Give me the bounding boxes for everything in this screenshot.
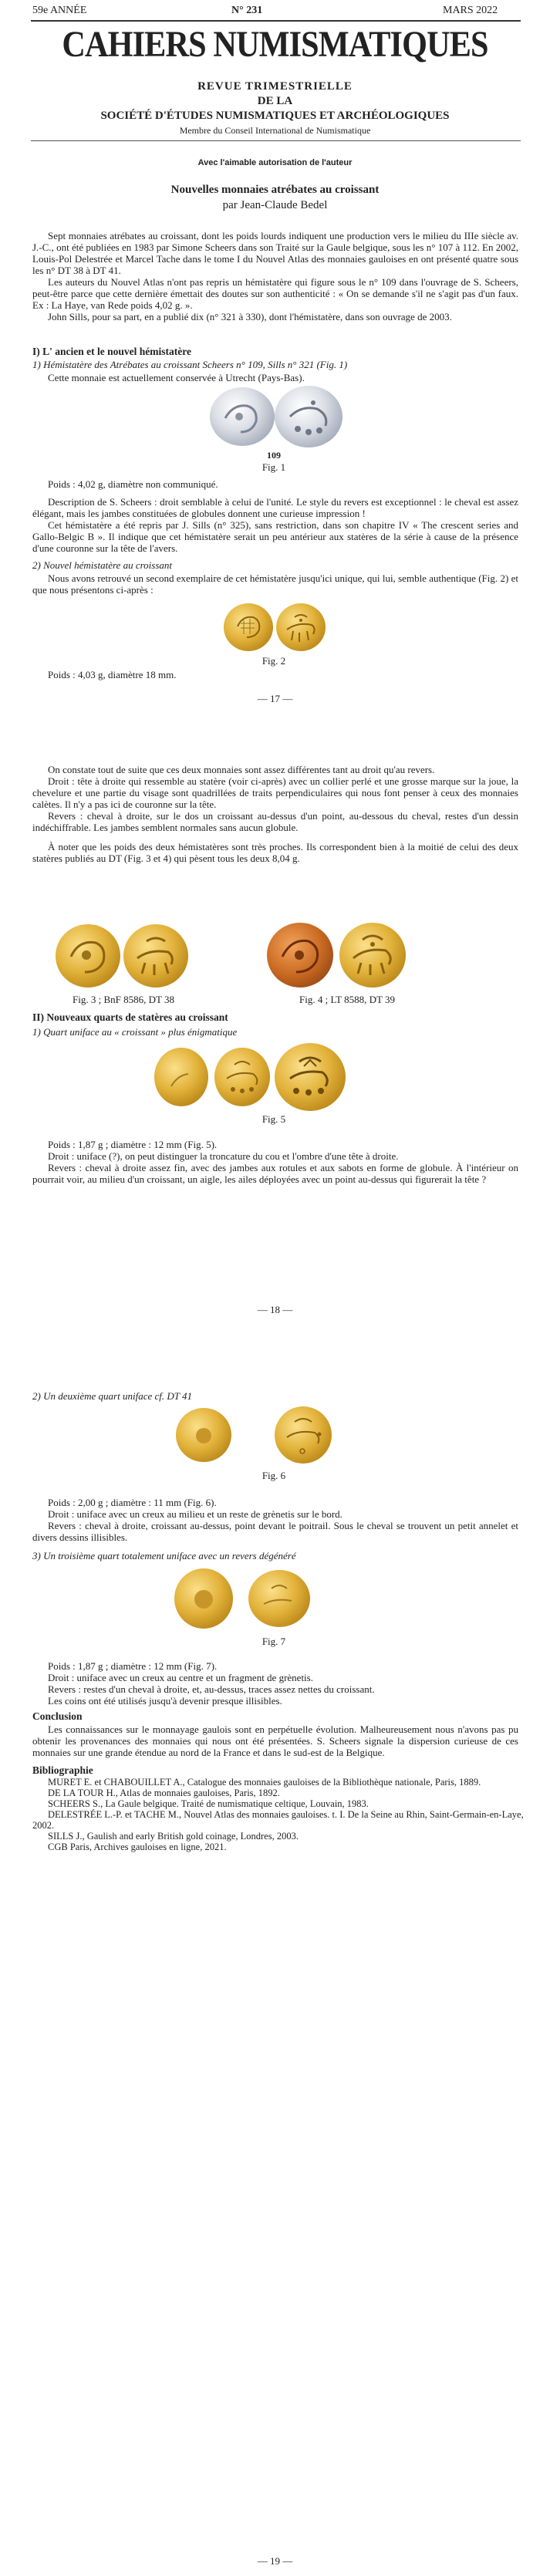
header-rule-bottom: [31, 140, 521, 141]
bibliography-heading: Bibliographie: [32, 1764, 93, 1776]
fig6-obverse: Droit : uniface avec un creux au milieu et un reste de grènetis sur le bord.: [48, 1508, 342, 1520]
fig1-text: [32, 478, 518, 554]
conclusion-heading: Conclusion: [32, 1710, 83, 1722]
comparison-paragraph: Revers : cheval à droite, sur le dos un croissant au-dessus d'un point, au-dessous du cheval, restes d'un dessin indéchiffrable. Les jambes semblent normales sans aucun globule.: [32, 810, 518, 833]
fig6-reverse: Revers : cheval à droite, croissant au-dessus, point devant le poitrail. Sous le cheval se trouvent un petit annelet et divers dessins illisibles.: [32, 1520, 518, 1543]
fig5-reverse-coin: [214, 1048, 270, 1106]
page-number-18: — 18 —: [257, 1304, 293, 1315]
fig5-caption: Fig. 5: [262, 1113, 286, 1125]
bibliography-entry: DELESTRÉE L.-P. et TACHE M., Nouvel Atlas des monnaies gauloises. t. I. De la Seine au Rhin, Saint-Germain-en-Laye, 2002.: [32, 1809, 524, 1831]
section-2-heading: II) Nouveaux quarts de statères au croissant: [32, 1011, 228, 1023]
fig7-obverse-coin: [174, 1568, 233, 1629]
intro-paragraph: John Sills, pour sa part, en a publié dix (n° 321 à 330), dont l'hémistatère, dans son ouvrage de 2003.: [48, 311, 452, 322]
section-2-sub-1: 1) Quart uniface au « croissant » plus énigmatique: [32, 1026, 238, 1038]
fig1-reverse-coin: [275, 386, 342, 447]
fig5-obverse: Droit : uniface (?), on peut distinguer la troncature du cou et l'ombre d'une tête à droite.: [48, 1150, 399, 1162]
fig1-description: Description de S. Scheers : droit semblable à celui de l'unité. Le style du revers est exceptionnel : le cheval est assez élégant, mais les jambes constituées de globules donnent une curieuse impression !: [32, 496, 518, 519]
bibliography-entry: MURET E. et CHABOUILLET A., Catalogue des monnaies gauloises de la Bibliothèque nationale, Paris, 1889.: [48, 1777, 481, 1788]
fig5-detail-coin: [275, 1043, 346, 1111]
article-author: par Jean-Claude Bedel: [222, 199, 328, 211]
header-rule: [31, 20, 521, 22]
fig1-caption: Fig. 1: [262, 461, 286, 473]
intro-paragraph: Les auteurs du Nouvel Atlas n'ont pas repris un hémistatère qui figure sous le n° 109 dans l'ouvrage de S. Scheers, peut-être parce que cette dernière émettait des doutes sur son authenticité : « On se demande s'il ne s'agit pas d'un faux. Ex : La Haye, van Rede poids 4,02 g. ».: [32, 276, 518, 311]
comparison-paragraph: On constate tout de suite que ces deux monnaies sont assez différentes tant au droit qu'au revers.: [48, 764, 435, 775]
fig3-caption: Fig. 3 ; BnF 8586, DT 38: [73, 994, 174, 1005]
fig1-sills: Cet hémistatère a été repris par J. Sills (n° 325), sans restriction, dans son chapitre IV « The crescent series and Gallo-Belgic B ». Il indique que cet hémistatère serait un peu antérieur aux statères de la série à cause de la présence d'une couronne sur la tête de l'avers.: [32, 519, 518, 554]
page-number-17: — 17 —: [257, 693, 293, 704]
fig6-text: [32, 1497, 518, 1543]
section-1-sub-2: 2) Nouvel hémistatère au croissant: [32, 559, 173, 571]
fig4-reverse-coin: [339, 923, 406, 988]
permission-note: Avec l'aimable autorisation de l'auteur: [197, 158, 353, 167]
fig6-reverse-coin: [275, 1406, 332, 1464]
intro-paragraph: Sept monnaies atrébates au croissant, dont les poids lourds indiquent une production vers le milieu du IIIe siècle av. J.-C., ont été publiées en 1983 par Simone Scheers dans son Traité sur la Gaule belgique, sous les n° 107 à 112. En 2002, Louis-Pol Delestrée et Marcel Tache dans le tome I du Nouvel Atlas des monnaies gauloises en ont présenté quatre sous les n° DT 38 à DT 41.: [32, 230, 518, 276]
section-1-sub-1: 1) Hémistatère des Atrébates au croissant Scheers n° 109, Sills n° 321 (Fig. 1): [32, 359, 348, 370]
fig5-weight: Poids : 1,87 g ; diamètre : 12 mm (Fig. 5).: [48, 1139, 218, 1150]
issue-date: MARS 2022: [443, 5, 498, 16]
section-1-heading: I) L' ancien et le nouvel hémistatère: [32, 346, 191, 357]
fig5-text: [32, 1139, 518, 1185]
subtitle-review: REVUE TRIMESTRIELLE: [197, 80, 353, 93]
fig2-weight: Poids : 4,03 g, diamètre 18 mm.: [48, 669, 177, 680]
fig6-obverse-coin: [176, 1408, 231, 1462]
fig1-obverse-coin: [210, 387, 275, 446]
fig7-coins: Les coins ont été utilisés jusqu'à devenir presque illisibles.: [48, 1695, 282, 1707]
intro-text: [32, 230, 518, 322]
fig5-reverse: Revers : cheval à droite assez fin, avec des jambes aux rotules et aux sabots en forme de globule. À l'intérieur on pourrait voir, au milieu d'un croissant, un aigle, les ailes déployées avec un point au-dessus qui figurerait la tête ?: [32, 1162, 518, 1185]
bibliography-entry: SILLS J., Gaulish and early British gold coinage, Londres, 2003.: [48, 1831, 299, 1842]
fig7-text: [32, 1660, 518, 1707]
section-1-sub-2-text: Nous avons retrouvé un second exemplaire de cet hémistatère jusqu'ici unique, qui lui, semble authentique (Fig. 2) et que nous présentons ci-après :: [32, 572, 518, 596]
magazine-title: CAHIERS NUMISMATIQUES: [62, 24, 488, 65]
fig4-obverse-coin: [267, 923, 333, 988]
comparison-paragraph: À noter que les poids des deux hémistatères sont très proches. Ils correspondent bien à la moitié de celui des deux statères publiés au DT (Fig. 3 et 4) qui pèsent tous les deux 8,04 g.: [32, 841, 518, 864]
fig1-number: 109: [267, 450, 281, 461]
fig7-weight: Poids : 1,87 g ; diamètre : 12 mm (Fig. 7).: [48, 1660, 218, 1672]
section-2-sub-2: 2) Un deuxième quart uniface cf. DT 41: [32, 1390, 192, 1402]
article-title: Nouvelles monnaies atrébates au croissant: [170, 184, 380, 196]
bibliography-entry: DE LA TOUR H., Atlas de monnaies gauloises, Paris, 1892.: [48, 1788, 280, 1798]
fig7-caption: Fig. 7: [262, 1636, 286, 1647]
bibliography-entry: CGB Paris, Archives gauloises en ligne, 2021.: [48, 1842, 227, 1852]
fig3-obverse-coin: [56, 924, 120, 988]
issue-number: N° 231: [231, 5, 263, 16]
fig2-obverse-coin: [224, 603, 273, 651]
fig2-reverse-coin: [276, 603, 326, 651]
fig7-reverse-coin: [248, 1570, 310, 1627]
fig4-caption: Fig. 4 ; LT 8588, DT 39: [299, 994, 395, 1005]
fig5-obverse-coin: [154, 1048, 208, 1106]
subtitle-society: SOCIÉTÉ D'ÉTUDES NUMISMATIQUES ET ARCHÉOLOGIQUES: [100, 110, 450, 122]
issue-year: 59e ANNÉE: [32, 5, 87, 16]
comparison-paragraph: Droit : tête à droite qui ressemble au statère (voir ci-après) avec un collier perlé et une grosse marque sur la joue, la chevelure et une partie du visage sont quadrillées de traits perpendiculaires qui nous font penser à ceux des monnaies calètes. Il n'y a pas ici de couronne sur la tête.: [32, 775, 518, 810]
fig1-weight: Poids : 4,02 g, diamètre non communiqué.: [48, 478, 218, 490]
fig3-reverse-coin: [123, 924, 188, 988]
section-1-sub-1-text: Cette monnaie est actuellement conservée à Utrecht (Pays-Bas).: [48, 372, 305, 383]
conclusion-text: Les connaissances sur le monnayage gaulois sont en perpétuelle évolution. Malheureusement nous n'avons pas pu obtenir les provenances des monnaies qui nous ont été présentées. S. Scheers signale la dispersion curieuse de ces monnaies sur une grande étendue au nord de la France et dans le sud-est de la Belgique.: [32, 1724, 518, 1758]
fig7-obverse: Droit : uniface avec un creux au centre et un fragment de grènetis.: [48, 1672, 313, 1683]
section-2-sub-3: 3) Un troisième quart totalement uniface avec un revers dégénéré: [32, 1550, 296, 1561]
page-number-19: — 19 —: [257, 2555, 293, 2567]
subtitle-de-la: DE LA: [257, 95, 293, 107]
comparison-text: [32, 764, 518, 864]
fig6-weight: Poids : 2,00 g ; diamètre : 11 mm (Fig. 6).: [48, 1497, 217, 1508]
bibliography-list: [32, 1777, 526, 1852]
bibliography-entry: SCHEERS S., La Gaule belgique. Traité de numismatique celtique, Louvain, 1983.: [48, 1798, 369, 1809]
fig6-caption: Fig. 6: [262, 1470, 286, 1481]
membership-line: Membre du Conseil International de Numismatique: [179, 125, 371, 136]
fig7-reverse: Revers : restes d'un cheval à droite, et, au-dessus, traces assez nettes du croissant.: [48, 1683, 375, 1695]
fig2-caption: Fig. 2: [262, 655, 286, 667]
